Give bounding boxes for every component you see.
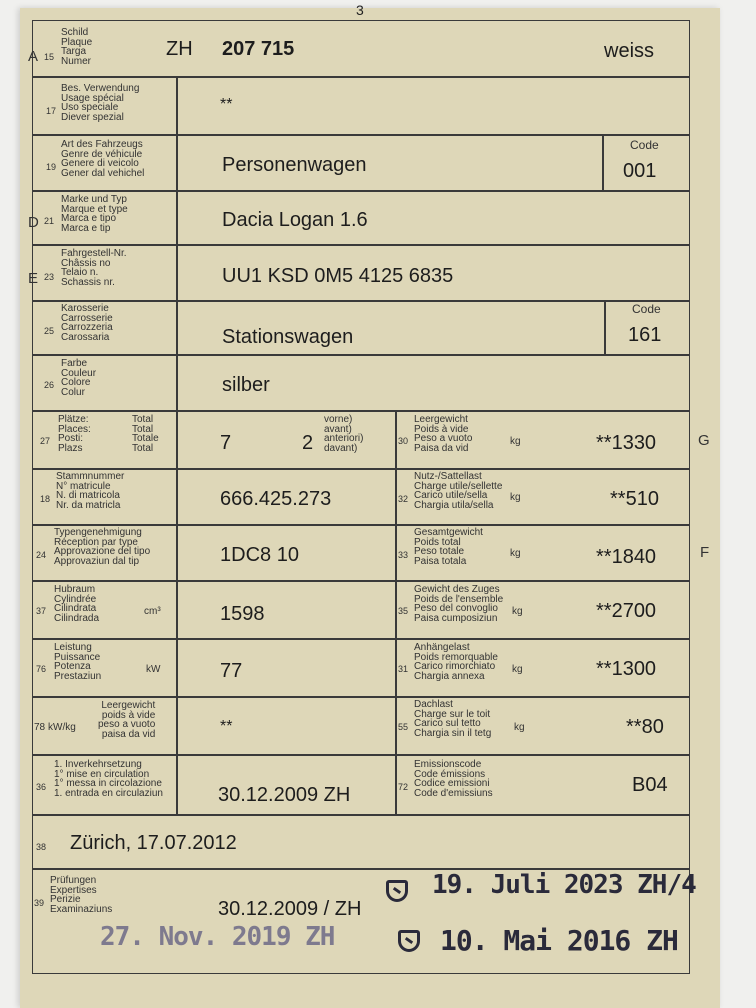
side-letter-a: A bbox=[28, 48, 39, 65]
side-letter-f: F bbox=[700, 544, 710, 561]
seats-total-value: 7 bbox=[220, 432, 232, 454]
field-17-label: Bes. Verwendung Usage spécial Uso speciale Diever spezial bbox=[61, 83, 140, 123]
body-type-code-label: Code bbox=[632, 302, 661, 316]
field-35-label: Gewicht des Zuges Poids de l'ensemble Peso del convoglio Paisa cumposiziun bbox=[414, 584, 504, 624]
plate-color: weiss bbox=[604, 40, 655, 62]
field-32-number: 32 bbox=[398, 494, 409, 504]
power-to-weight-value: ** bbox=[220, 718, 233, 735]
field-78-label-left: kW/kg bbox=[48, 722, 76, 733]
field-78-number: 78 bbox=[34, 722, 46, 733]
make-model-value: Dacia Logan 1.6 bbox=[222, 209, 368, 231]
field-24-number: 24 bbox=[36, 550, 47, 560]
inspection-stamp-2016: 10. Mai 2016 ZH bbox=[440, 924, 678, 957]
field-19-label: Art des Fahrzeugs Genre de véhicule Genere di veicolo Gener dal vehichel bbox=[61, 139, 145, 179]
field-27-totals: Total Total Totale Total bbox=[132, 414, 159, 454]
field-55-unit: kg bbox=[514, 722, 525, 733]
towing-capacity-value: **1300 bbox=[596, 658, 657, 680]
field-21-label: Marke und Typ Marque et type Marca e tipo Marca e tip bbox=[61, 194, 128, 234]
total-weight-value: **1840 bbox=[596, 546, 657, 568]
field-76-number: 76 bbox=[36, 664, 47, 674]
field-39-number: 39 bbox=[34, 898, 45, 908]
field-32-label: Nutz-/Sattellast Charge utile/sellette Carico utile/sella Chargia utila/sella bbox=[414, 471, 503, 511]
inspection-value: 30.12.2009 / ZH bbox=[218, 898, 362, 920]
inspection-stamp-2019: 27. Nov. 2019 ZH bbox=[100, 922, 335, 952]
field-15-label: Schild Plaque Targa Numer bbox=[61, 27, 93, 67]
field-31-label: Anhängelast Poids remorquable Carico rimorchiato Chargia annexa bbox=[414, 642, 498, 682]
chassis-number-value: UU1 KSD 0M5 4125 6835 bbox=[222, 265, 454, 287]
field-18-label: Stammnummer N° matricule N. di matricola Nr. da matricla bbox=[56, 471, 125, 511]
plate-number: 207 715 bbox=[222, 38, 295, 60]
empty-weight-value: **1330 bbox=[596, 432, 657, 454]
field-39-label: Prüfungen Expertises Perizie Examinaziuns bbox=[50, 875, 113, 915]
field-33-label: Gesamtgewicht Poids total Peso totale Paisa totala bbox=[414, 527, 483, 567]
emission-code-value: B04 bbox=[632, 774, 668, 796]
field-23-label: Fahrgestell-Nr. Châssis no Telaio n. Schassis nr. bbox=[61, 248, 127, 288]
field-33-number: 33 bbox=[398, 550, 409, 560]
field-37-number: 37 bbox=[36, 606, 47, 616]
field-78-label: Leergewicht poids à vide peso a vuoto paisa da vid bbox=[98, 700, 156, 740]
master-number-value: 666.425.273 bbox=[220, 488, 332, 510]
field-15-number: 15 bbox=[44, 52, 55, 62]
field-24-label: Typengenehmigung Réception par type Approvazione del tipo Approvaziun dal tip bbox=[54, 527, 151, 567]
seats-front-label: vorne) avant) anteriori) davant) bbox=[324, 414, 364, 454]
body-type-code: 161 bbox=[628, 324, 662, 346]
side-letter-d: D bbox=[28, 214, 39, 231]
field-36-number: 36 bbox=[36, 782, 47, 792]
side-letter-e: E bbox=[28, 270, 39, 287]
stamp-seal-icon bbox=[386, 880, 408, 902]
stamp-seal-icon bbox=[398, 930, 420, 952]
field-33-unit: kg bbox=[510, 548, 521, 559]
roof-load-value: **80 bbox=[626, 716, 664, 738]
field-27-label: Plätze: Places: Posti: Plazs bbox=[58, 414, 91, 454]
displacement-unit: cm³ bbox=[144, 606, 161, 617]
power-value: 77 bbox=[220, 660, 243, 682]
field-21-number: 21 bbox=[44, 216, 55, 226]
page-number: 3 bbox=[356, 2, 364, 18]
field-23-number: 23 bbox=[44, 272, 55, 282]
field-55-label: Dachlast Charge sur le toit Carico sul tetto Chargia sin il tetg bbox=[414, 699, 492, 739]
type-approval-value: 1DC8 10 bbox=[220, 544, 299, 566]
field-36-label: 1. Inverkehrsetzung 1° mise en circulation 1° messa in circolazione 1. entrada en circulaziun bbox=[54, 759, 163, 799]
displacement-value: 1598 bbox=[220, 603, 265, 625]
field-18-number: 18 bbox=[40, 494, 51, 504]
field-38-number: 38 bbox=[36, 842, 47, 852]
field-30-unit: kg bbox=[510, 436, 521, 447]
field-26-number: 26 bbox=[44, 380, 55, 390]
field-72-label: Emissionscode Code émissions Codice emissioni Code d'emissiuns bbox=[414, 759, 493, 799]
color-value: silber bbox=[222, 374, 270, 396]
field-17-number: 17 bbox=[46, 106, 57, 116]
power-unit: kW bbox=[146, 664, 161, 675]
combination-weight-value: **2700 bbox=[596, 600, 657, 622]
field-25-label: Karosserie Carrosserie Carrozzeria Carossaria bbox=[61, 303, 113, 343]
first-registration-value: 30.12.2009 ZH bbox=[218, 784, 351, 806]
vehicle-kind-value: Personenwagen bbox=[222, 154, 367, 176]
field-35-number: 35 bbox=[398, 606, 409, 616]
body-type-value: Stationswagen bbox=[222, 326, 354, 348]
field-37-label: Hubraum Cylindrée Cilindrata Cilindrada bbox=[54, 584, 100, 624]
special-usage-value: ** bbox=[220, 96, 233, 113]
field-26-label: Farbe Couleur Colore Colur bbox=[61, 358, 97, 398]
field-27-number: 27 bbox=[40, 436, 51, 446]
field-35-unit: kg bbox=[512, 606, 523, 617]
field-30-label: Leergewicht Poids à vide Peso a vuoto Paisa da vid bbox=[414, 414, 473, 454]
field-55-number: 55 bbox=[398, 722, 409, 732]
vehicle-registration-page bbox=[20, 2, 720, 1008]
plate-canton: ZH bbox=[166, 38, 193, 60]
field-32-unit: kg bbox=[510, 492, 521, 503]
field-31-unit: kg bbox=[512, 664, 523, 675]
field-72-number: 72 bbox=[398, 782, 409, 792]
inspection-stamp-2023: 19. Juli 2023 ZH/4 bbox=[432, 870, 696, 900]
payload-value: **510 bbox=[610, 488, 659, 510]
field-76-label: Leistung Puissance Potenza Prestaziun bbox=[54, 642, 102, 682]
issue-place-date-value: Zürich, 17.07.2012 bbox=[70, 832, 237, 854]
field-31-number: 31 bbox=[398, 664, 409, 674]
field-25-number: 25 bbox=[44, 326, 55, 336]
field-30-number: 30 bbox=[398, 436, 409, 446]
vehicle-kind-code-label: Code bbox=[630, 138, 659, 152]
vehicle-kind-code: 001 bbox=[623, 160, 657, 182]
seats-front-value: 2 bbox=[302, 432, 314, 454]
side-letter-g: G bbox=[698, 432, 710, 449]
field-19-number: 19 bbox=[46, 162, 57, 172]
